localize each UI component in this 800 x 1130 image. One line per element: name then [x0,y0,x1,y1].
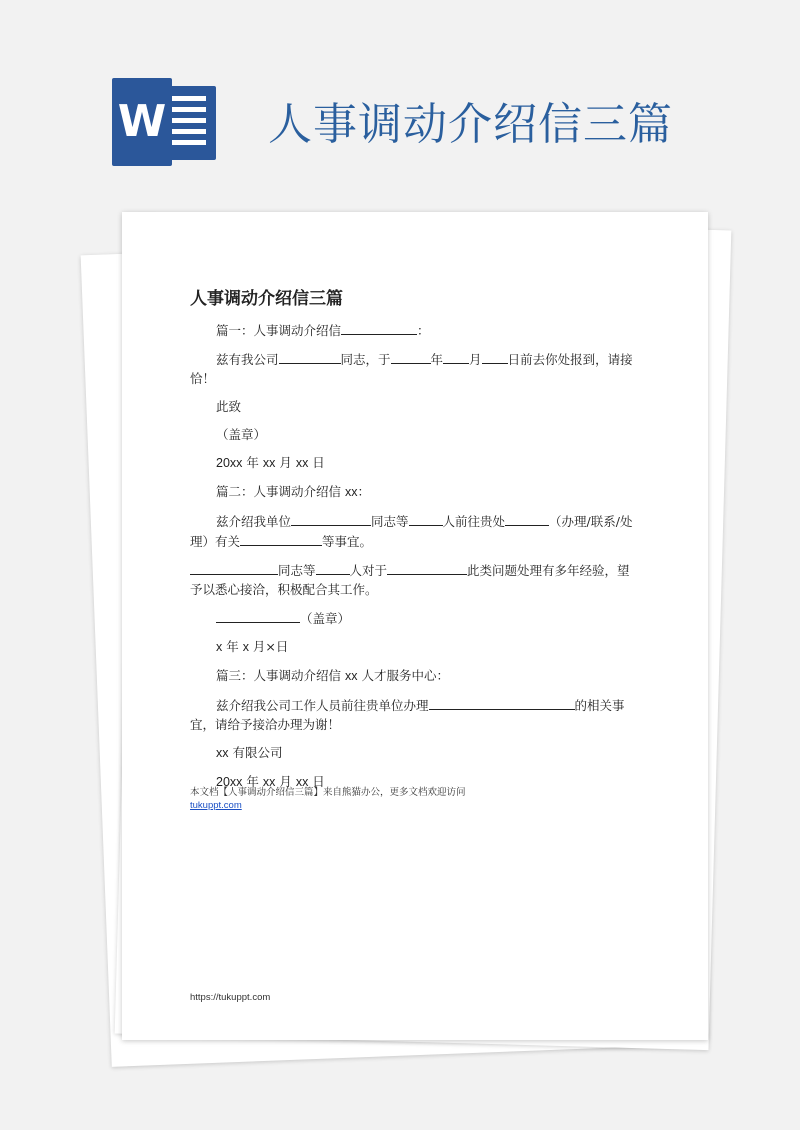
text: 兹有我公司 [216,352,279,367]
blank-line [387,560,467,575]
text: xx [344,669,358,683]
paragraph-section-one-heading [190,320,642,340]
text: x [242,640,249,654]
blank-line [279,349,341,364]
text: 同志等 [278,563,316,578]
text: xx [262,456,276,470]
text: ： [357,484,370,499]
blank-line [316,560,350,575]
text: 20xx [216,456,243,470]
paragraph-body [190,511,642,551]
paragraph-body [190,695,642,734]
text: 年 [430,352,444,367]
document-title: 人事调动介绍信三篇 [190,289,343,309]
document-body [190,320,642,801]
text: 有限公司 [228,745,283,760]
source-note: 本文档【人事调动介绍信三篇】来自熊猫办公，更多文档欢迎访问 [190,787,466,798]
blank-line [409,511,443,526]
paragraph-closing: 此致 [216,399,242,414]
text: 人才服务中心： [357,668,449,683]
text: xx [295,775,309,789]
text: （盖章） [300,611,351,626]
header [0,0,800,200]
text: 人对于 [349,563,388,578]
paragraph-body [190,560,642,599]
text: 同志等 [371,514,409,529]
text: xx [216,746,229,760]
text: xx [262,775,276,789]
text: 同志，于 [340,352,391,367]
source-link[interactable]: tukuppt.com [190,800,242,811]
text: xx [295,456,309,470]
text: x [216,640,223,654]
paragraph-body [190,349,642,388]
text: xx [344,485,358,499]
word-icon-letter: W [112,78,172,166]
bottom-url: https://tukuppt.com [190,992,271,1003]
text: 年 [242,455,263,470]
text: 的相关事宜，请给予接洽办理为谢！ [190,698,625,732]
paragraph-date [190,453,642,473]
text: 等事宜。 [322,534,373,549]
blank-line [391,349,431,364]
paragraph-section-three-heading [190,666,642,686]
blank-line [190,560,278,575]
blank-line [429,695,575,710]
blank-line [291,511,371,526]
blank-line [240,531,322,546]
text: 月 [469,352,482,367]
text: 日 [308,774,325,789]
text: 兹介绍我单位 [216,514,292,529]
blank-line [341,320,417,335]
text: 篇三：人事调动介绍信 [216,668,345,683]
word-icon [112,78,216,166]
text: 兹介绍我公司工作人员前往贵单位办理 [216,698,429,713]
text: 人前往贵处 [442,514,506,529]
text: 年 [222,639,243,654]
text: 篇一：人事调动介绍信 [216,323,342,338]
paragraph-company [190,743,642,763]
blank-line [505,511,549,526]
text: 日 [308,455,325,470]
paragraph-section-two-heading [190,482,642,502]
blank-line [443,349,469,364]
paragraph-seal: （盖章） [216,427,267,442]
text: 20xx [216,775,243,789]
blank-line [482,349,508,364]
text: 月 [275,455,296,470]
text: 篇二：人事调动介绍信 [216,484,345,499]
blank-line [216,608,300,623]
text: 此类问题处理有多年经验，望予以悉心接洽，积极配合其工作。 [190,563,630,597]
text: （办理/联系/处理）有关 [190,514,633,549]
page-title: 人事调动介绍信三篇 [268,99,673,150]
text: 月×日 [248,639,289,654]
text: 月 [275,774,296,789]
paragraph-seal [190,608,642,628]
document-page [122,212,708,1040]
text: 年 [242,774,263,789]
text: ： [417,323,430,338]
paragraph-date [190,637,642,657]
text: 日前去你处报到，请接恰！ [190,352,633,386]
